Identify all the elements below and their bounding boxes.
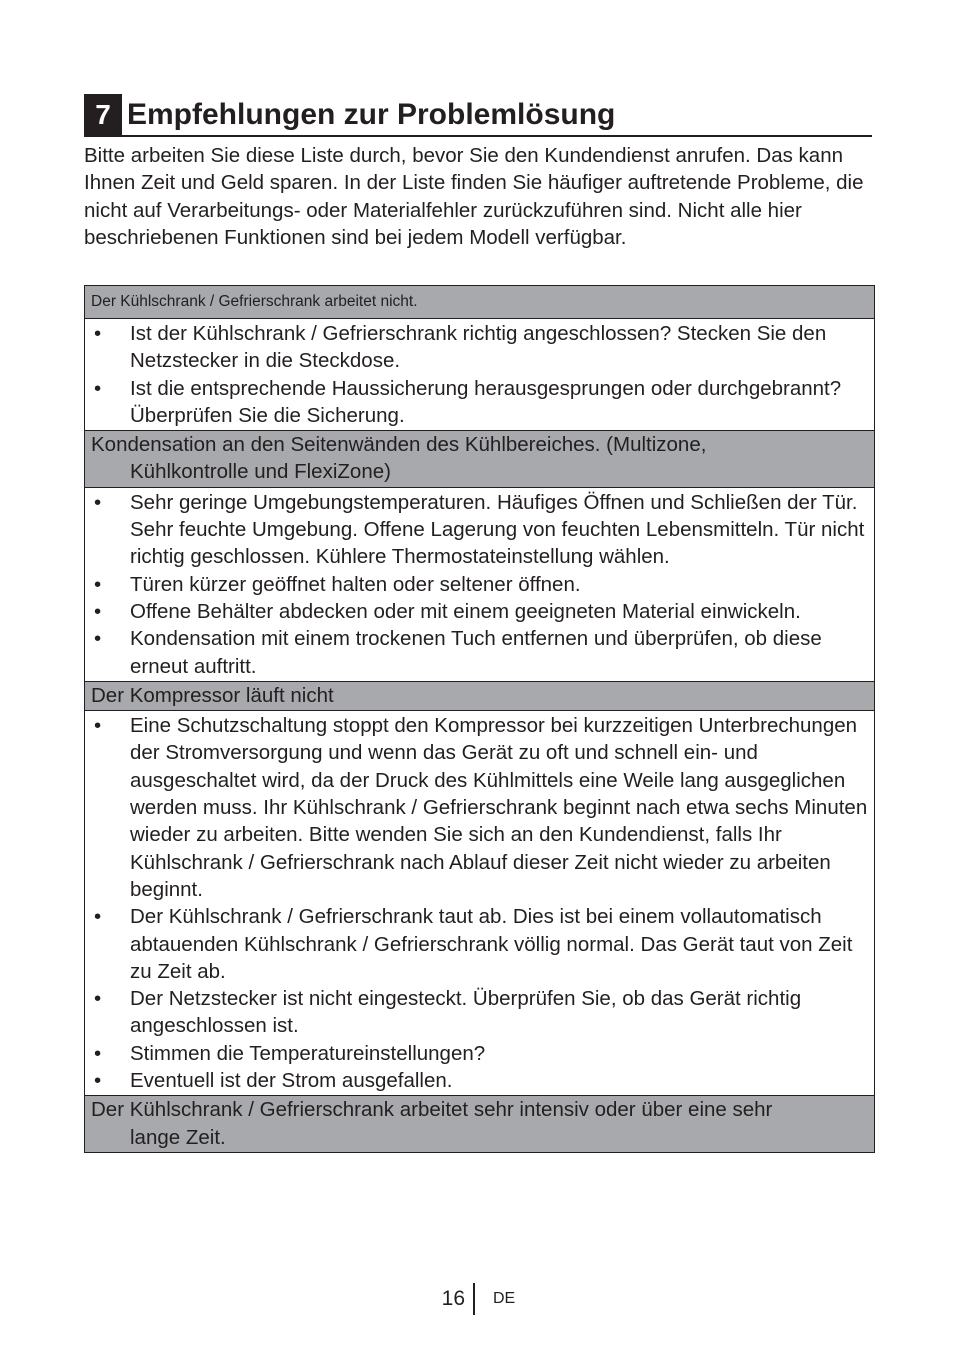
problem-heading-text: Der Kühlschrank / Gefrierschrank arbeitet nicht. [91,293,418,310]
list-item: • Eventuell ist der Strom ausgefallen. [91,1067,868,1094]
problem-solutions [85,711,875,1096]
problem-solutions-row [85,487,875,681]
problem-solutions [85,319,875,431]
footer-divider [473,1283,475,1315]
problem-heading-text: Kondensation an den Seitenwänden des Kühlbereiches. (Multizone, [91,433,707,457]
problem-heading-continuation: Kühlkontrolle und FlexiZone) [130,460,391,484]
list-item: • Der Netzstecker ist nicht eingesteckt. Überprüfen Sie, ob das Gerät richtig angeschlossen ist. [91,985,868,1040]
page-number: 16 [441,1287,465,1310]
list-item: • Ist die entsprechende Haussicherung herausgesprungen oder durchgebrannt? Überprüfen Sie die Sicherung. [91,375,868,430]
list-item: • Türen kürzer geöffnet halten oder seltener öffnen. [91,571,868,598]
problem-heading [85,431,875,488]
problem-solutions-row [85,711,875,1096]
list-item: • Stimmen die Temperatureinstellungen? [91,1040,868,1067]
problem-solutions [85,487,875,681]
problem-heading-text: Der Kühlschrank / Gefrierschrank arbeitet sehr intensiv oder über eine sehr [91,1098,773,1122]
list-item: • Kondensation mit einem trockenen Tuch entfernen und überprüfen, ob diese erneut auftritt. [91,625,868,680]
list-item: • Ist der Kühlschrank / Gefrierschrank richtig angeschlossen? Stecken Sie den Netzstecker in die Steckdose. [91,320,868,375]
problem-solutions-row [85,319,875,431]
list-item: • Sehr geringe Umgebungstemperaturen. Häufiges Öffnen und Schließen der Tür. Sehr feuchte Umgebung. Offene Lagerung von feuchten Lebensmitteln. Tür nicht richtig geschlossen. Kühlere Thermostateinstellung wählen. [91,489,868,571]
problem-heading [85,286,875,319]
troubleshooting-table [84,285,875,1153]
chapter-title: Empfehlungen zur Problemlösung [127,98,616,131]
problem-heading-row [85,1096,875,1153]
list-item: • Eine Schutzschaltung stoppt den Kompressor bei kurzzeitigen Unterbrechungen der Stromversorgung und wenn das Gerät zu oft und schnell ein- und ausgeschaltet wird, da der Druck des Kühlmittels eine Weile lang ausgeglichen werden muss. Ihr Kühlschrank / Gefrierschrank beginnt nach etwa sechs Minuten wieder zu arbeiten. Bitte wenden Sie sich an den Kundendienst, falls Ihr Kühlschrank / Gefrierschrank nach Ablauf dieser Zeit nicht wieder zu arbeiten beginnt. [91,712,868,903]
solution-list [91,712,868,1094]
solution-list [91,320,868,429]
problem-heading-row [85,286,875,319]
solution-list [91,489,868,680]
problem-heading [85,681,875,710]
problem-heading-row [85,431,875,488]
language-code: DE [493,1290,516,1307]
problem-heading [85,1096,875,1153]
problem-heading-row [85,681,875,710]
chapter-heading [84,92,872,137]
page-footer [0,1283,954,1315]
list-item: • Offene Behälter abdecken oder mit einem geeigneten Material einwickeln. [91,598,868,625]
problem-heading-continuation: lange Zeit. [130,1125,226,1149]
list-item: • Der Kühlschrank / Gefrierschrank taut ab. Dies ist bei einem vollautomatisch abtauenden Kühlschrank / Gefrierschrank völlig normal. Das Gerät taut von Zeit zu Zeit ab. [91,903,868,985]
intro-paragraph: Bitte arbeiten Sie diese Liste durch, bevor Sie den Kundendienst anrufen. Das kann Ihnen Zeit und Geld sparen. In der Liste finden Sie häufiger auftretende Probleme, die nicht auf Verarbeitungs- oder Materialfehler zurückzuführen sind. Nicht alle hier beschriebenen Funktionen sind bei jedem Modell verfügbar. [84,144,864,249]
problem-heading-text: Der Kompressor läuft nicht [91,683,334,707]
chapter-number: 7 [84,94,122,135]
